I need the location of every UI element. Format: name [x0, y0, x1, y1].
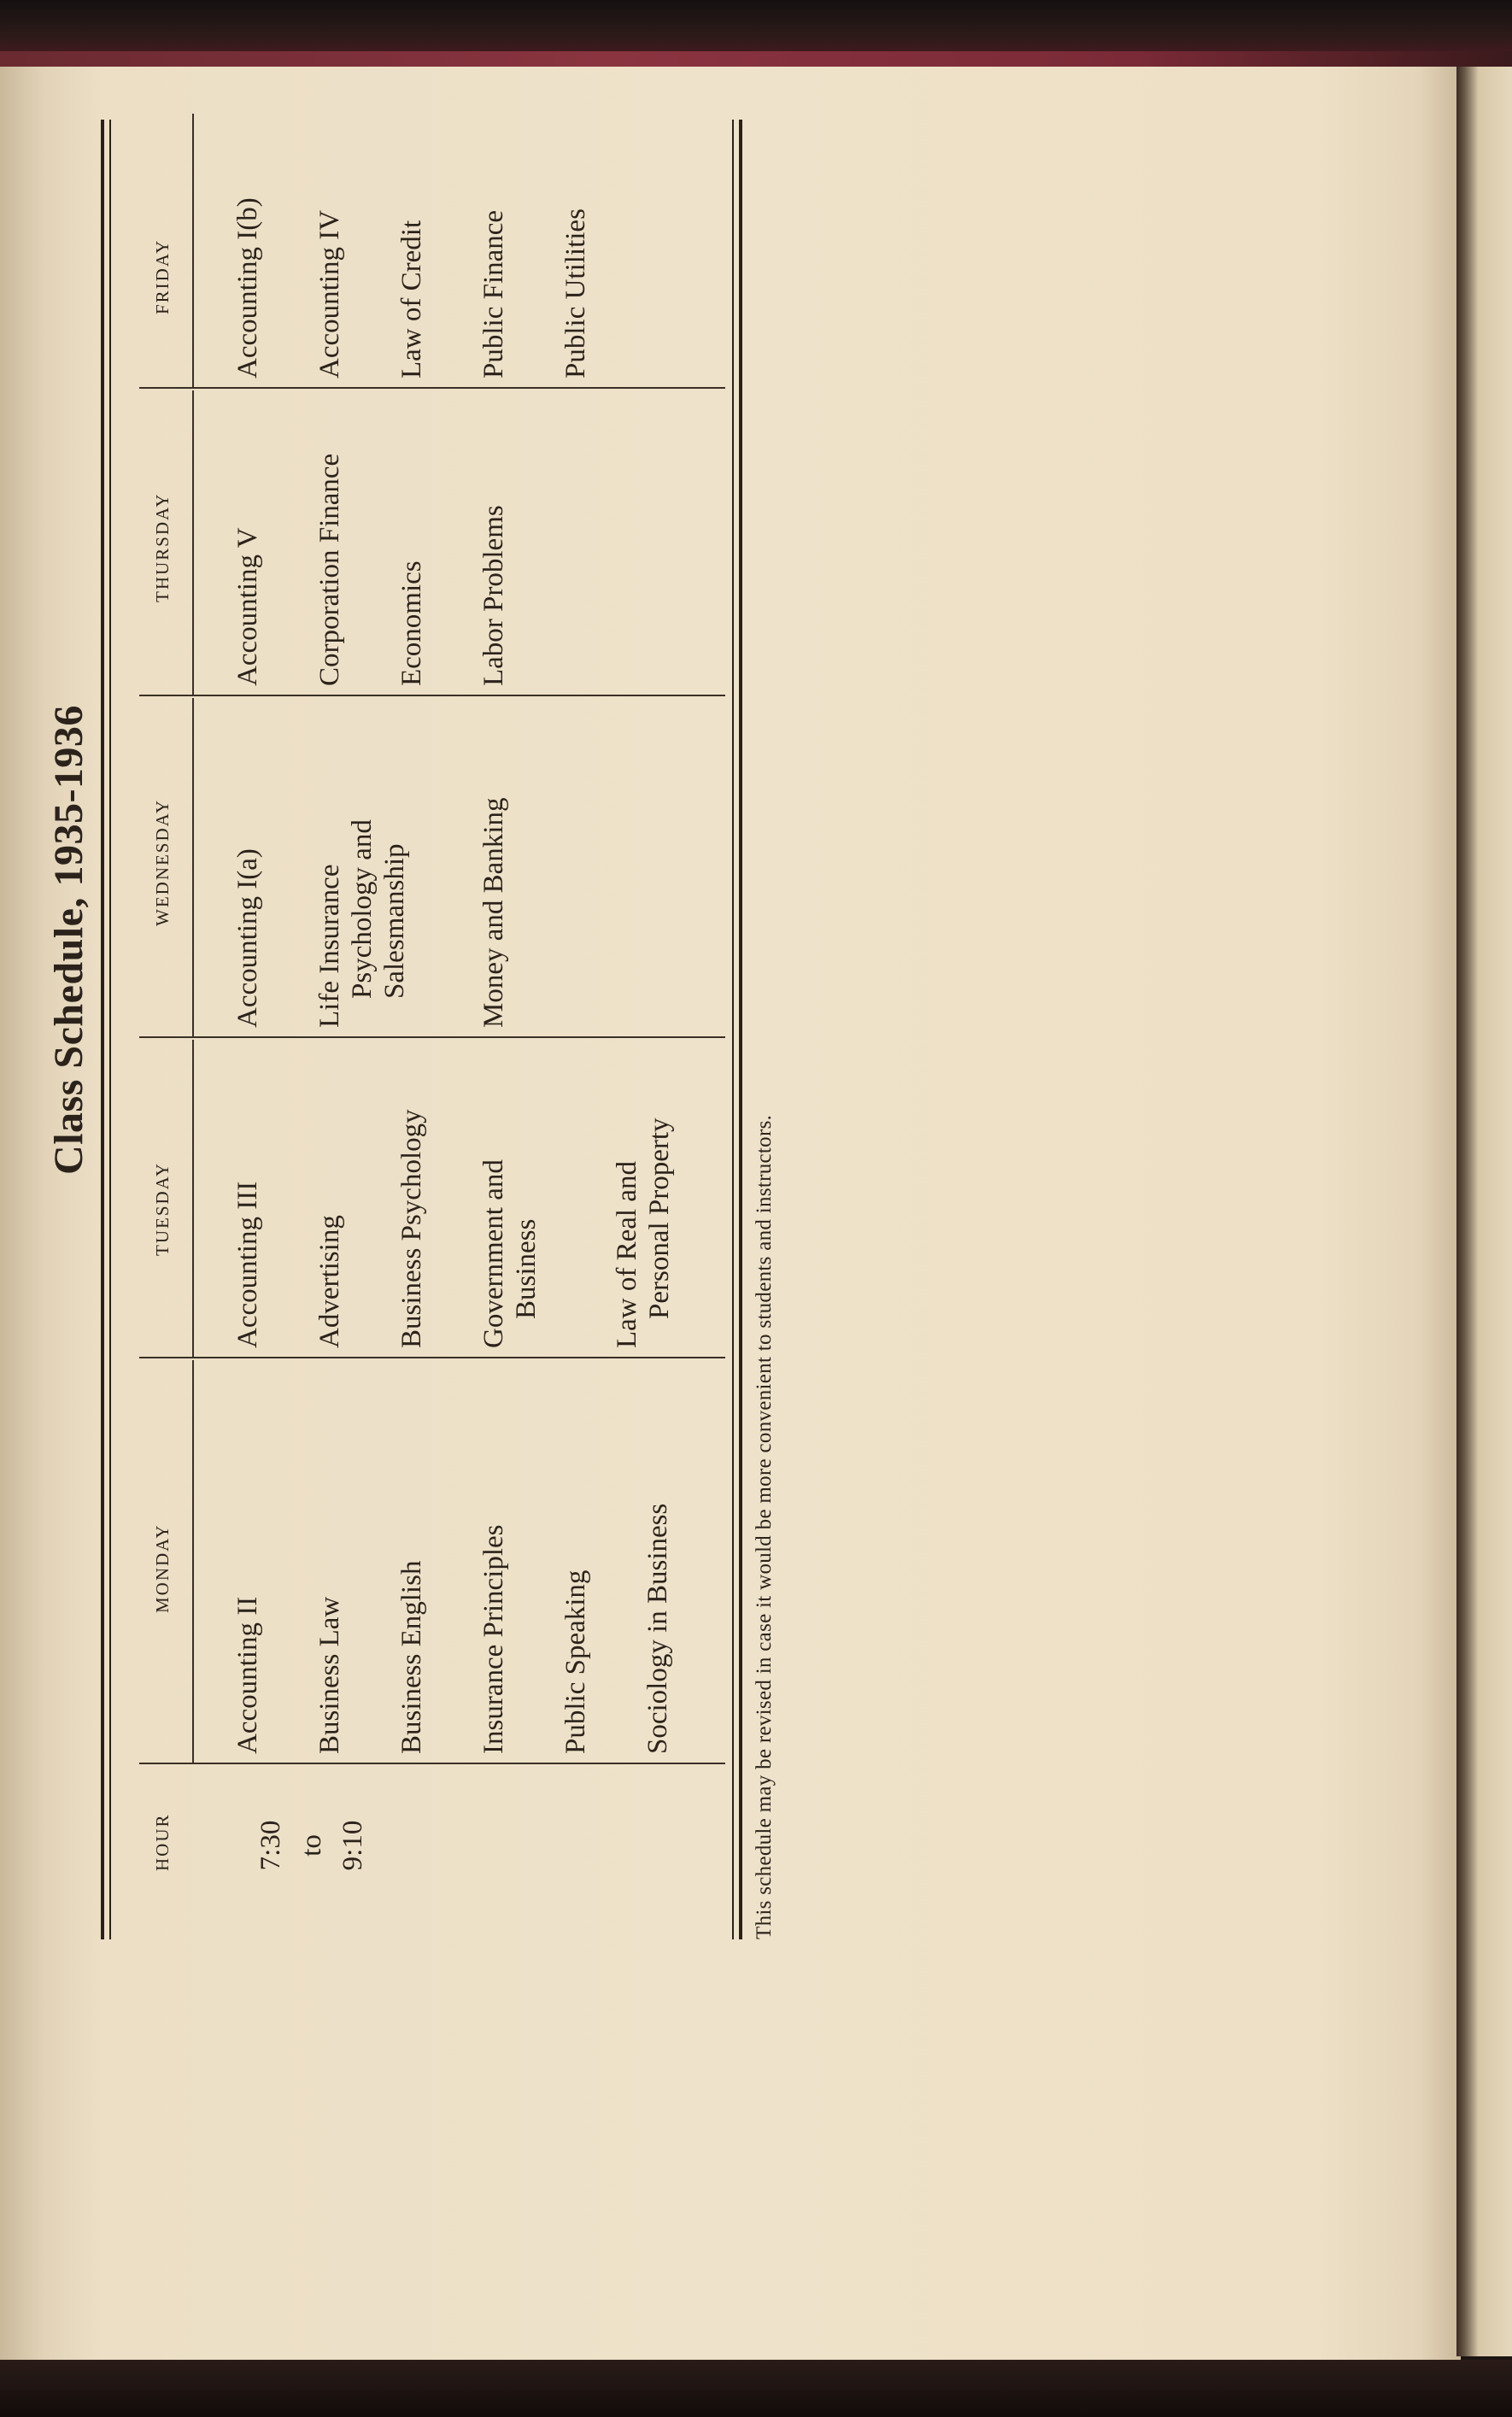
monday-class: Business Law — [314, 1596, 345, 1754]
header-monday: MONDAY — [152, 1523, 173, 1613]
wednesday-class-line: Salesmanship — [379, 843, 410, 999]
book-bottom-edge — [0, 2360, 1512, 2417]
thursday-class: Accounting V — [232, 527, 263, 686]
tuesday-class-line: Business — [511, 1218, 542, 1319]
table-top-rule-thin — [109, 120, 111, 1939]
thursday-class: Corporation Finance — [314, 453, 345, 686]
header-wednesday: WEDNESDAY — [152, 798, 173, 926]
next-page-edge — [1456, 67, 1512, 2356]
tuesday-class — [611, 1118, 676, 1348]
tuesday-class-line: Government and — [478, 1159, 509, 1348]
thursday-class: Economics — [396, 560, 427, 686]
schedule-sheet — [30, 0, 884, 1965]
header-underline — [192, 114, 194, 387]
column-divider — [139, 387, 725, 389]
wednesday-class: Money and Banking — [478, 797, 509, 1028]
schedule-content — [30, 0, 884, 1965]
header-underline — [192, 1360, 194, 1763]
column-divider — [139, 1036, 725, 1038]
friday-class: Accounting I(b) — [232, 197, 263, 378]
tuesday-class-line: Law of Real and — [612, 1161, 642, 1348]
header-hour: HOUR — [152, 1813, 173, 1871]
hour-end: 9:10 — [337, 1820, 368, 1871]
table-bottom-rule-thin — [732, 120, 734, 1939]
tuesday-class: Advertising — [314, 1215, 345, 1348]
friday-class: Public Finance — [478, 209, 509, 378]
header-thursday: THURSDAY — [152, 492, 173, 602]
wednesday-class: Accounting I(a) — [232, 848, 263, 1028]
monday-class: Accounting II — [232, 1596, 263, 1754]
header-friday: FRIDAY — [152, 238, 173, 314]
monday-class: Insurance Principles — [478, 1524, 509, 1754]
column-divider — [139, 695, 725, 696]
thursday-class: Labor Problems — [478, 505, 509, 686]
schedule-footnote: This schedule may be revised in case it would be more convenient to students and instructors. — [753, 1114, 776, 1939]
wednesday-class-line: Psychology and — [347, 819, 378, 999]
column-divider — [139, 1763, 725, 1764]
header-underline — [192, 1040, 194, 1357]
header-underline — [192, 390, 194, 695]
column-divider — [139, 1357, 725, 1358]
friday-class: Law of Credit — [396, 220, 427, 378]
header-tuesday: TUESDAY — [152, 1161, 173, 1256]
hour-start: 7:30 — [255, 1820, 286, 1871]
wednesday-class — [314, 819, 411, 1028]
wednesday-class-line: Life Insurance — [314, 864, 345, 1028]
page-title: Class Schedule, 1935-1936 — [46, 705, 91, 1175]
monday-class: Public Speaking — [560, 1569, 591, 1754]
table-bottom-rule — [739, 120, 742, 1939]
monday-class: Business English — [396, 1560, 427, 1754]
tuesday-class: Business Psychology — [396, 1109, 427, 1348]
tuesday-class-line: Personal Property — [644, 1118, 675, 1319]
monday-class: Sociology in Business — [642, 1503, 673, 1754]
tuesday-class — [478, 1159, 542, 1348]
friday-class: Public Utilities — [560, 208, 591, 378]
header-underline — [192, 698, 194, 1036]
hour-cell — [250, 1811, 373, 1880]
hour-to: to — [296, 1834, 327, 1857]
table-top-rule — [101, 120, 104, 1939]
friday-class: Accounting IV — [314, 209, 345, 378]
tuesday-class: Accounting III — [232, 1181, 263, 1348]
